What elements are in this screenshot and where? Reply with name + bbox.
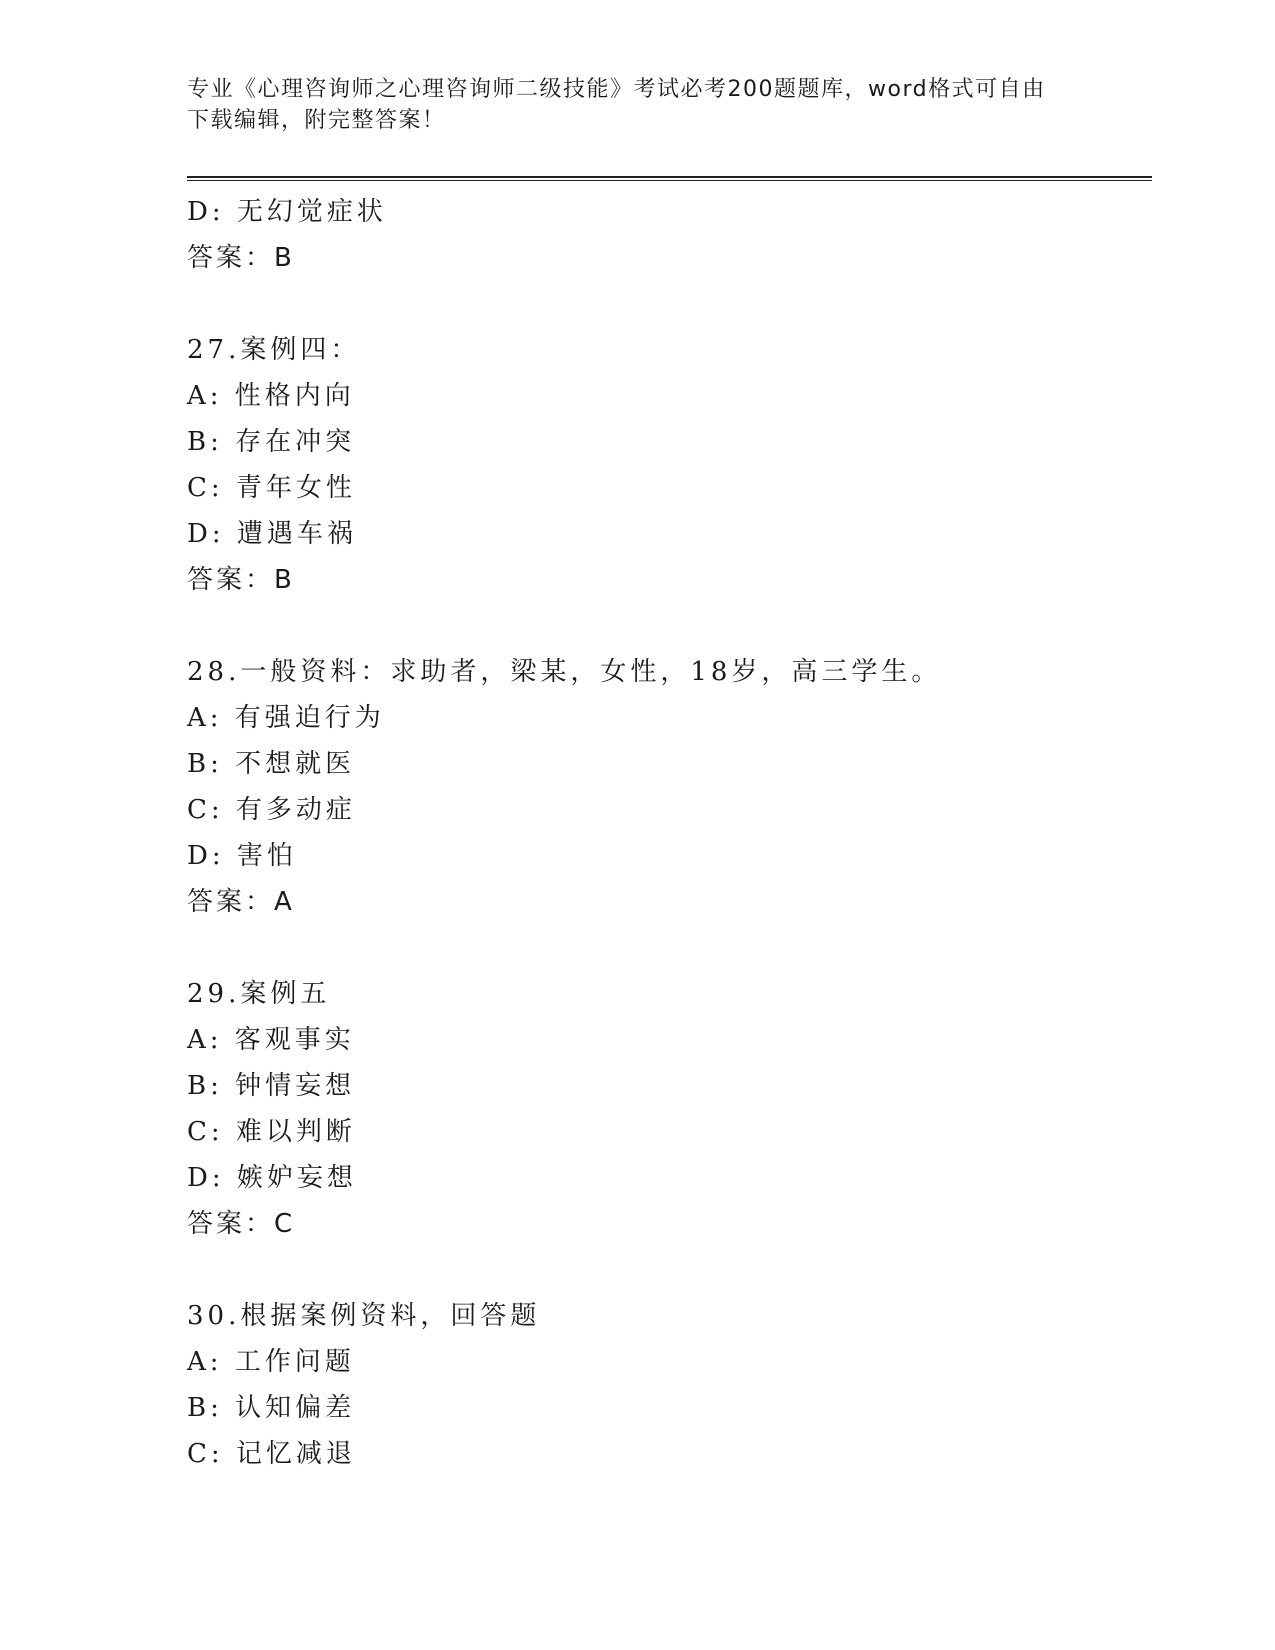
option-d: D: 遭遇车祸 (187, 519, 357, 549)
option-a: A: 工作问题 (187, 1347, 355, 1377)
option-c: C: 青年女性 (187, 473, 356, 503)
answer-line: 答案：B (187, 565, 295, 595)
option-d: D: 嫉妒妄想 (187, 1163, 357, 1193)
option-c: C: 记忆减退 (187, 1439, 356, 1469)
answer-line: 答案：A (187, 887, 295, 917)
spacer (187, 281, 1152, 327)
header-divider (187, 176, 1152, 181)
option-d: D: 无幻觉症状 (187, 197, 387, 227)
question-stem: 29.案例五 (187, 979, 331, 1009)
option-c: C: 有多动症 (187, 795, 356, 825)
answer-line: 答案：B (187, 243, 295, 273)
question-28 (187, 649, 1152, 925)
answer-line: 答案：C (187, 1209, 296, 1239)
spacer (187, 603, 1152, 649)
option-b: B: 存在冲突 (187, 427, 356, 457)
option-b: B: 不想就医 (187, 749, 356, 779)
question-stem: 27.案例四： (187, 335, 361, 365)
question-list (187, 189, 1152, 1477)
option-a: A: 性格内向 (187, 381, 355, 411)
question-27 (187, 327, 1152, 603)
option-b: B: 认知偏差 (187, 1393, 356, 1423)
question-stem: 30.根据案例资料，回答题 (187, 1301, 541, 1331)
spacer (187, 1247, 1152, 1293)
option-a: A: 有强迫行为 (187, 703, 385, 733)
option-c: C: 难以判断 (187, 1117, 356, 1147)
option-a: A: 客观事实 (187, 1025, 355, 1055)
document-header: 专业《心理咨询师之心理咨询师二级技能》考试必考200题题库，word格式可自由下载编辑，附完整答案！ (187, 77, 1046, 133)
spacer (187, 925, 1152, 971)
question-30 (187, 1293, 1152, 1477)
option-b: B: 钟情妄想 (187, 1071, 356, 1101)
question-29 (187, 971, 1152, 1247)
option-d: D: 害怕 (187, 841, 297, 871)
question-stem: 28.一般资料：求助者，梁某，女性，18岁，高三学生。 (187, 657, 942, 687)
